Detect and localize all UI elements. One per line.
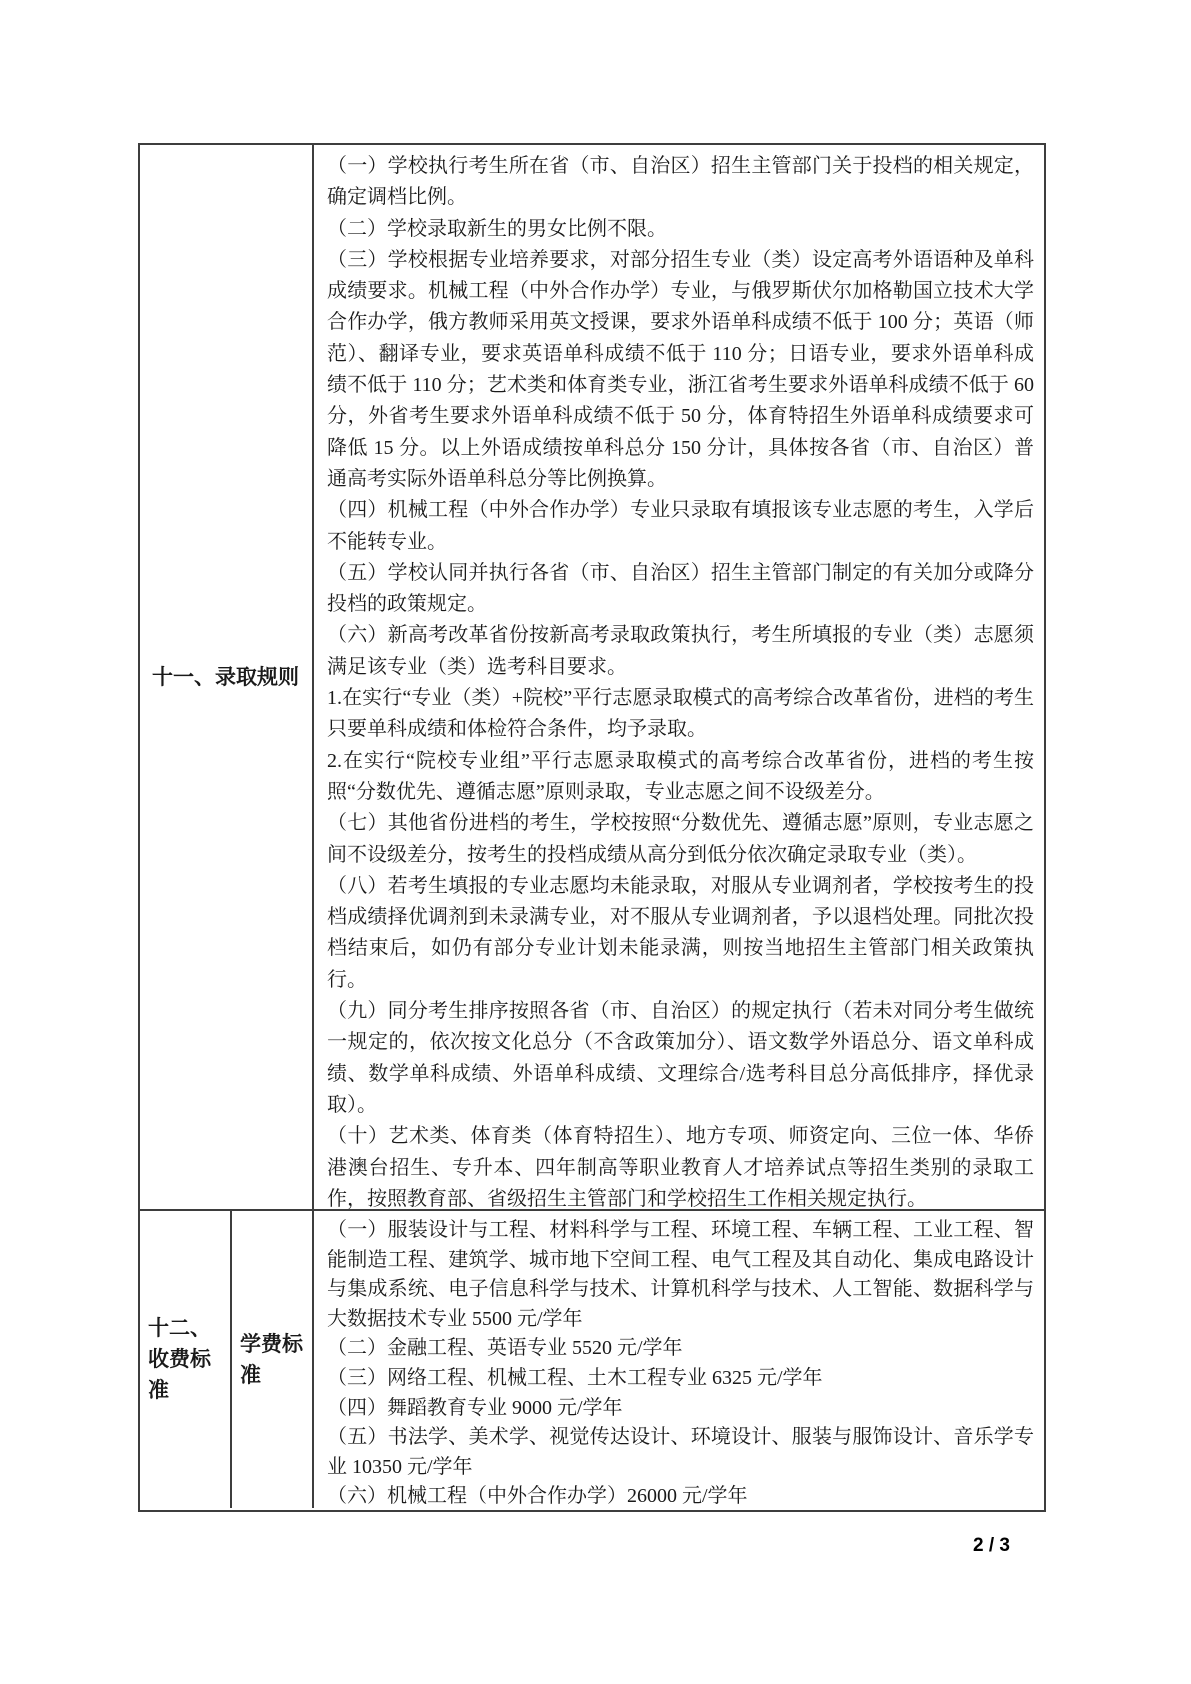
paragraph: （六）新高考改革省份按新高考录取政策执行，考生所填报的专业（类）志愿须满足该专业（类）选考科目要求。 — [327, 624, 1034, 678]
paragraph: （四）机械工程（中外合作办学）专业只录取有填报该专业志愿的考生，入学后不能转专业。 — [327, 499, 1034, 553]
paragraph: （一）服装设计与工程、材料科学与工程、环境工程、车辆工程、工业工程、智能制造工程、建筑学、城市地下空间工程、电气工程及其自动化、集成电路设计与集成系统、电子信息科学与技术、计算机科学与技术、人工智能、数据科学与大数据技术专业 5500 元/学年 — [327, 1219, 1034, 1330]
paragraph: （八）若考生填报的专业志愿均未能录取，对服从专业调剂者，学校按考生的投档成绩择优调剂到未录满专业，对不服从专业调剂者，予以退档处理。同批次投档结束后，如仍有部分专业计划未能录满，则按当地招生主管部门相关政策执行。 — [327, 874, 1034, 991]
paragraph: （十）艺术类、体育类（体育特招生）、地方专项、师资定向、三位一体、华侨港澳台招生、专升本、四年制高等职业教育人才培养试点等招生类别的录取工作，按照教育部、省级招生主管部门和学校招生工作相关规定执行。 — [327, 1125, 1034, 1209]
section-label-text: 十一、录取规则 — [152, 665, 299, 689]
paragraph: （七）其他省份进档的考生，学校按照“分数优先、遵循志愿”原则，专业志愿之间不设级差分，按考生的投档成绩从高分到低分依次确定录取专业（类）。 — [327, 812, 1034, 866]
paragraph: （三）学校根据专业培养要求，对部分招生专业（类）设定高考外语语种及单科成绩要求。机械工程（中外合作办学）专业，与俄罗斯伏尔加格勒国立技术大学合作办学，俄方教师采用英文授课，要求外语单科成绩不低于 100 分；英语（师范）、翻译专业，要求英语单科成绩不低于 110 分；日语专业，要求外语单科成绩不低于 110 分；艺术类和体育类专业，浙江省考生要求外语单科成绩不低于 60 分，外省考生要求外语单科成绩不低于 50 分，体育特招生外语单科成绩要求可降低 15 分。以上外语成绩按单科总分 150 分计，具体按各省（市、自治区）普通高考实际外语单科总分等比例换算。 — [327, 248, 1034, 490]
sub-label-tuition-standard — [232, 1211, 314, 1508]
table-row-admission-rules — [140, 145, 1044, 1211]
paragraph: （二）金融工程、英语专业 5520 元/学年 — [327, 1337, 683, 1360]
paragraph: （二）学校录取新生的男女比例不限。 — [327, 217, 667, 240]
section-label-admission-rules — [140, 145, 314, 1209]
admission-rules-content — [314, 145, 1044, 1209]
paragraph: 1.在实行“专业（类）+院校”平行志愿录取模式的高考综合改革省份，进档的考生只要单科成绩和体检符合条件，均予录取。 — [327, 687, 1034, 741]
fee-standards-content — [314, 1211, 1044, 1508]
paragraph: （九）同分考生排序按照各省（市、自治区）的规定执行（若未对同分考生做统一规定的，依次按文化总分（不含政策加分）、语文数学外语总分、语文单科成绩、数学单科成绩、外语单科成绩、文理综合/选考科目总分高低排序，择优录取）。 — [327, 1000, 1034, 1116]
section-label-text: 十二、收费标准 — [148, 1317, 211, 1402]
paragraph: （六）机械工程（中外合作办学）26000 元/学年 — [327, 1485, 748, 1508]
paragraph: （五）学校认同并执行各省（市、自治区）招生主管部门制定的有关加分或降分投档的政策规定。 — [327, 561, 1034, 616]
paragraph: （一）学校执行考生所在省（市、自治区）招生主管部门关于投档的相关规定，确定调档比例。 — [327, 155, 1034, 209]
sub-label-text: 学费标准 — [240, 1332, 303, 1387]
paragraph: 2.在实行“院校专业组”平行志愿录取模式的高考综合改革省份，进档的考生按照“分数优先、遵循志愿”原则录取，专业志愿之间不设级差分。 — [327, 749, 1034, 803]
table-row-fee-standards — [140, 1211, 1044, 1508]
paragraph: （四）舞蹈教育专业 9000 元/学年 — [327, 1396, 623, 1419]
page-number: 2 / 3 — [973, 1535, 1010, 1556]
admissions-info-table — [138, 143, 1046, 1512]
paragraph: （三）网络工程、机械工程、土木工程专业 6325 元/学年 — [327, 1366, 823, 1389]
section-label-fee-standards — [140, 1211, 232, 1508]
paragraph: （五）书法学、美术学、视觉传达设计、环境设计、服装与服饰设计、音乐学专业 10350 元/学年 — [327, 1426, 1034, 1478]
